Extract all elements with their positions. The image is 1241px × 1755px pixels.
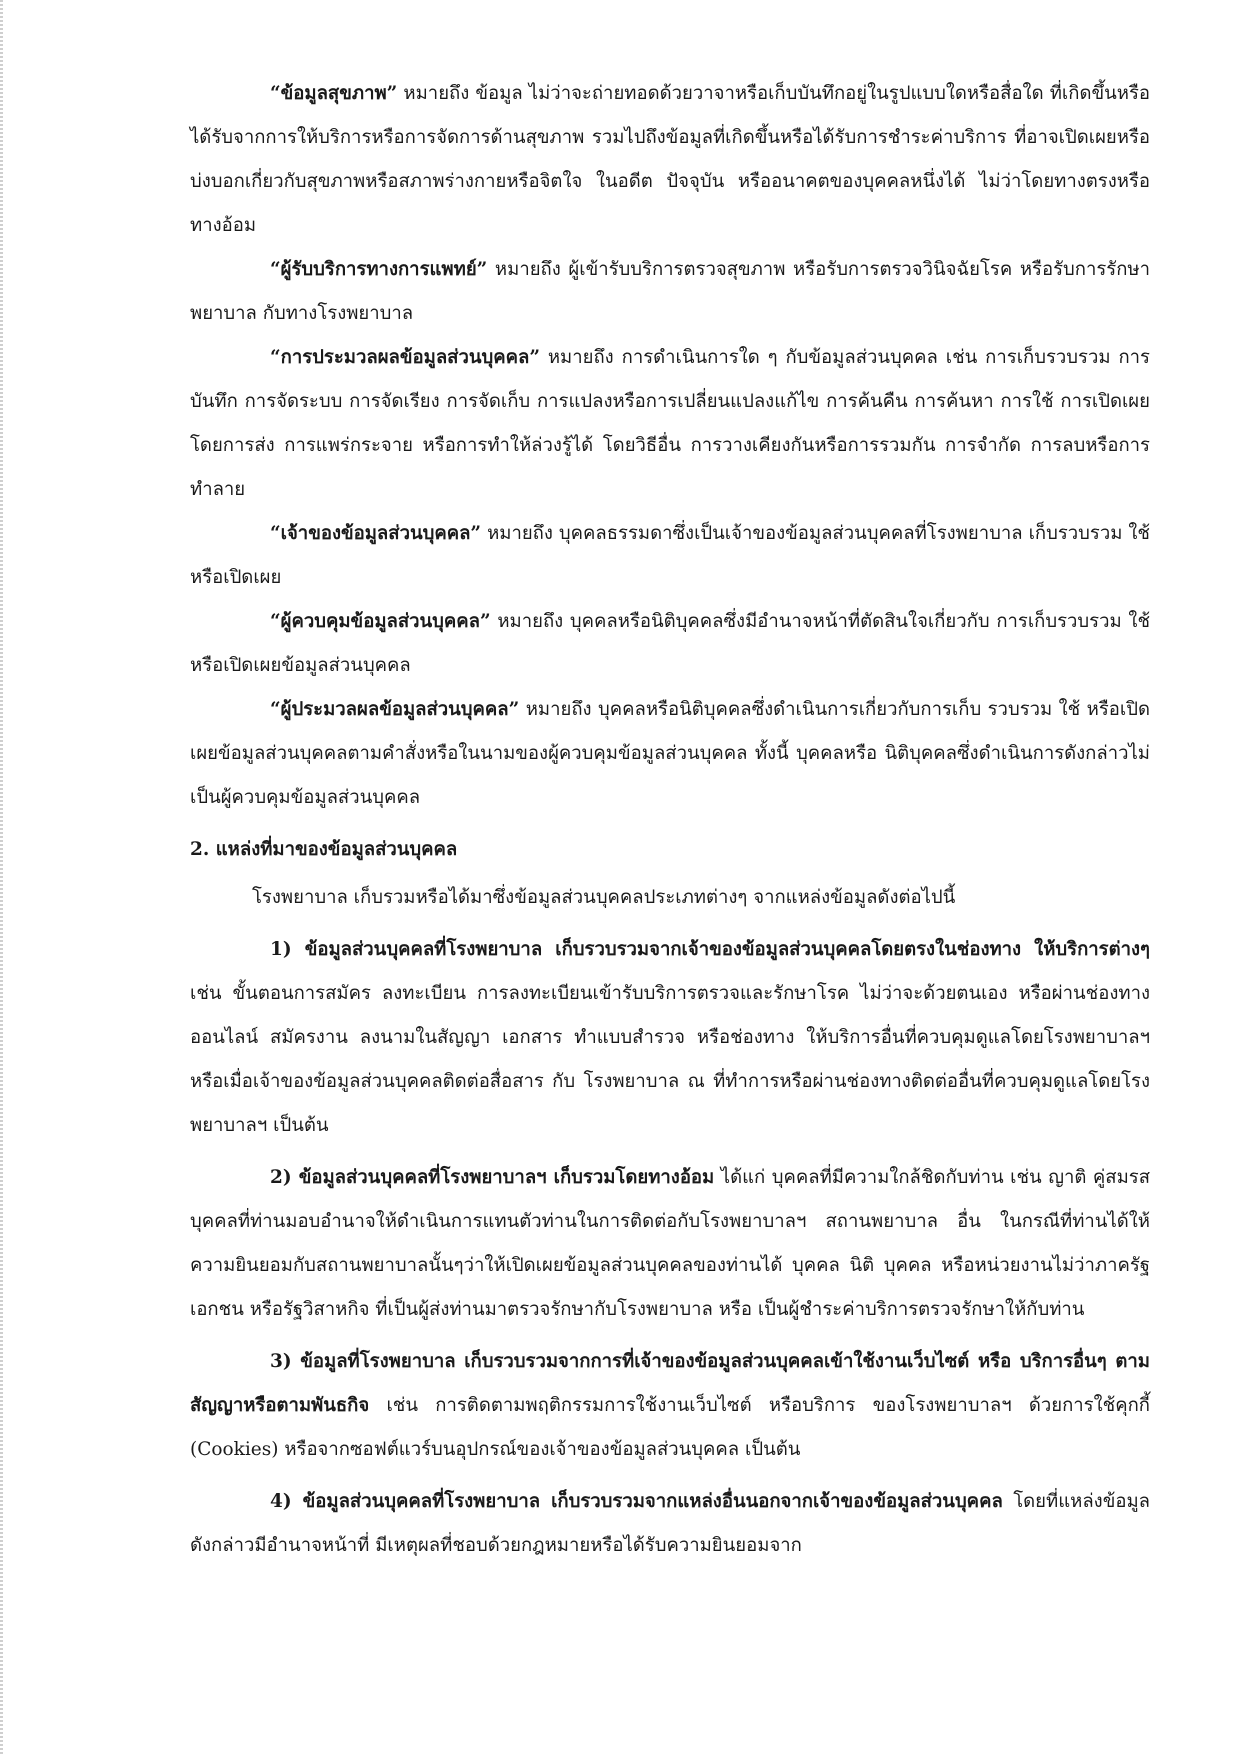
- source-item-title: 2) ข้อมูลส่วนบุคคลที่โรงพยาบาลฯ เก็บรวมโดยทางอ้อม: [270, 1167, 715, 1188]
- source-item-text: ได้แก่ บุคคลที่มีความใกล้ชิดกับท่าน เช่น ญาติ คู่สมรส บุคคลที่ท่านมอบอำนาจให้ดำเนินการแทนตัวท่านในการติดต่อกับโรงพยาบาลฯ สถานพยาบาล อื่น ในกรณีที่ท่านได้ให้ความยินยอมกับสถานพยาบาลนั้นๆว่าให้เปิดเผยข้อมูลส่วนบุคคลของท่านได้ บุคคล นิติ บุคคล หรือหน่วยงานไม่ว่าภาครัฐ เอกชน หรือรัฐวิสาหกิจ ที่เป็นผู้ส่งท่านมาตรวจรักษากับโรงพยาบาล หรือ เป็นผู้ชำระค่าบริการตรวจรักษาให้กับท่าน: [190, 1167, 1150, 1320]
- source-item-title: 4) ข้อมูลส่วนบุคคลที่โรงพยาบาล เก็บรวบรวมจากแหล่งอื่นนอกจากเจ้าของข้อมูลส่วนบุคคล: [270, 1491, 1003, 1512]
- definition-term: “เจ้าของข้อมูลส่วนบุคคล”: [270, 523, 482, 544]
- definition-term: “ผู้รับบริการทางการแพทย์”: [270, 259, 488, 280]
- definition-term: “ผู้ควบคุมข้อมูลส่วนบุคคล”: [270, 611, 491, 632]
- source-item-text: เช่น ขั้นตอนการสมัคร ลงทะเบียน การลงทะเบียนเข้ารับบริการตรวจและรักษาโรค ไม่ว่าจะด้วยตนเอง หรือผ่านช่องทางออนไลน์ สมัครงาน ลงนามในสัญญา เอกสาร ทำแบบสำรวจ หรือช่องทาง ให้บริการอื่นที่ควบคุมดูแลโดยโรงพยาบาลฯ หรือเมื่อเจ้าของข้อมูลส่วนบุคคลติดต่อสื่อสาร กับ โรงพยาบาล ณ ที่ทำการหรือผ่านช่องทางติดต่ออื่นที่ควบคุมดูแลโดยโรงพยาบาลฯ เป็นต้น: [190, 983, 1150, 1136]
- definition-text: หมายถึง ข้อมูล ไม่ว่าจะถ่ายทอดด้วยวาจาหรือเก็บบันทึกอยู่ในรูปแบบใดหรือสื่อใด ที่เกิดขึ้นหรือได้รับจากการให้บริการหรือการจัดการด้านสุขภาพ รวมไปถึงข้อมูลที่เกิดขึ้นหรือได้รับการชำระค่าบริการ ที่อาจเปิดเผยหรือบ่งบอกเกี่ยวกับสุขภาพหรือสภาพร่างกายหรือจิตใจ ในอดีต ปัจจุบัน หรืออนาคตของบุคคลหนึ่งได้ ไม่ว่าโดยทางตรงหรือทางอ้อม: [190, 83, 1150, 236]
- definition-data-controller: [190, 600, 1150, 688]
- definition-text: หมายถึง ผู้เข้ารับบริการตรวจสุขภาพ หรือรับการตรวจวินิจฉัยโรค หรือรับการรักษาพยาบาล กับทางโรงพยาบาล: [190, 259, 1150, 324]
- document-body: [190, 72, 1150, 1568]
- section-intro: โรงพยาบาล เก็บรวมหรือได้มาซึ่งข้อมูลส่วนบุคคลประเภทต่างๆ จากแหล่งข้อมูลดังต่อไปนี้: [252, 887, 956, 908]
- source-item-title: 3) ข้อมูลที่โรงพยาบาล เก็บรวบรวมจากการที่เจ้าของข้อมูลส่วนบุคคลเข้าใช้งานเว็บไซต์ หรือ บริการอื่นๆ ตามสัญญาหรือตามพันธกิจ: [190, 1351, 1150, 1416]
- section-heading: 2. แหล่งที่มาของข้อมูลส่วนบุคคล: [190, 839, 458, 860]
- definition-text: หมายถึง การดำเนินการใด ๆ กับข้อมูลส่วนบุคคล เช่น การเก็บรวบรวม การบันทึก การจัดระบบ การจัดเรียง การจัดเก็บ การแปลงหรือการเปลี่ยนแปลงแก้ไข การค้นคืน การค้นหา การใช้ การเปิดเผยโดยการส่ง การแพร่กระจาย หรือการทำให้ล่วงรู้ได้ โดยวิธีอื่น การวางเคียงกันหรือการรวมกัน การจำกัด การลบหรือการทำลาย: [190, 347, 1150, 500]
- source-item-1: [190, 928, 1150, 1148]
- source-item-3: [190, 1340, 1150, 1472]
- source-item-4: [190, 1480, 1150, 1568]
- definition-term: “ข้อมูลสุขภาพ”: [270, 83, 398, 104]
- definition-data-subject: [190, 512, 1150, 600]
- definition-text: หมายถึง บุคคลหรือนิติบุคคลซึ่งดำเนินการเกี่ยวกับการเก็บ รวบรวม ใช้ หรือเปิดเผยข้อมูลส่วนบุคคลตามคำสั่งหรือในนามของผู้ควบคุมข้อมูลส่วนบุคคล ทั้งนี้ บุคคลหรือ นิติบุคคลซึ่งดำเนินการดังกล่าวไม่เป็นผู้ควบคุมข้อมูลส่วนบุคคล: [190, 699, 1150, 808]
- definition-data-processor: [190, 688, 1150, 820]
- definition-term: “การประมวลผลข้อมูลส่วนบุคคล”: [270, 347, 540, 368]
- definition-processing: [190, 336, 1150, 512]
- definition-health-data: [190, 72, 1150, 248]
- definition-text: หมายถึง บุคคลหรือนิติบุคคลซึ่งมีอำนาจหน้าที่ตัดสินใจเกี่ยวกับ การเก็บรวบรวม ใช้ หรือเปิดเผยข้อมูลส่วนบุคคล: [190, 611, 1150, 676]
- source-item-text: โดยที่แหล่งข้อมูลดังกล่าวมีอำนาจหน้าที่ มีเหตุผลที่ชอบด้วยกฎหมายหรือได้รับความยินยอมจาก: [190, 1491, 1150, 1556]
- definition-medical-recipient: [190, 248, 1150, 336]
- definition-text: หมายถึง บุคคลธรรมดาซึ่งเป็นเจ้าของข้อมูลส่วนบุคคลที่โรงพยาบาล เก็บรวบรวม ใช้ หรือเปิดเผย: [190, 523, 1150, 588]
- source-item-title: 1) ข้อมูลส่วนบุคคลที่โรงพยาบาล เก็บรวบรวมจากเจ้าของข้อมูลส่วนบุคคลโดยตรงในช่องทาง ให้บริการต่างๆ: [270, 939, 1150, 960]
- definition-term: “ผู้ประมวลผลข้อมูลส่วนบุคคล”: [270, 699, 520, 720]
- scan-edge: [0, 0, 3, 1755]
- source-item-2: [190, 1156, 1150, 1332]
- source-item-text: เช่น การติดตามพฤติกรรมการใช้งานเว็บไซต์ หรือบริการ ของโรงพยาบาลฯ ด้วยการใช้คุกกี้ (Cookies) หรือจากซอฟต์แวร์บนอุปกรณ์ของเจ้าของข้อมูลส่วนบุคคล เป็นต้น: [190, 1395, 1150, 1460]
